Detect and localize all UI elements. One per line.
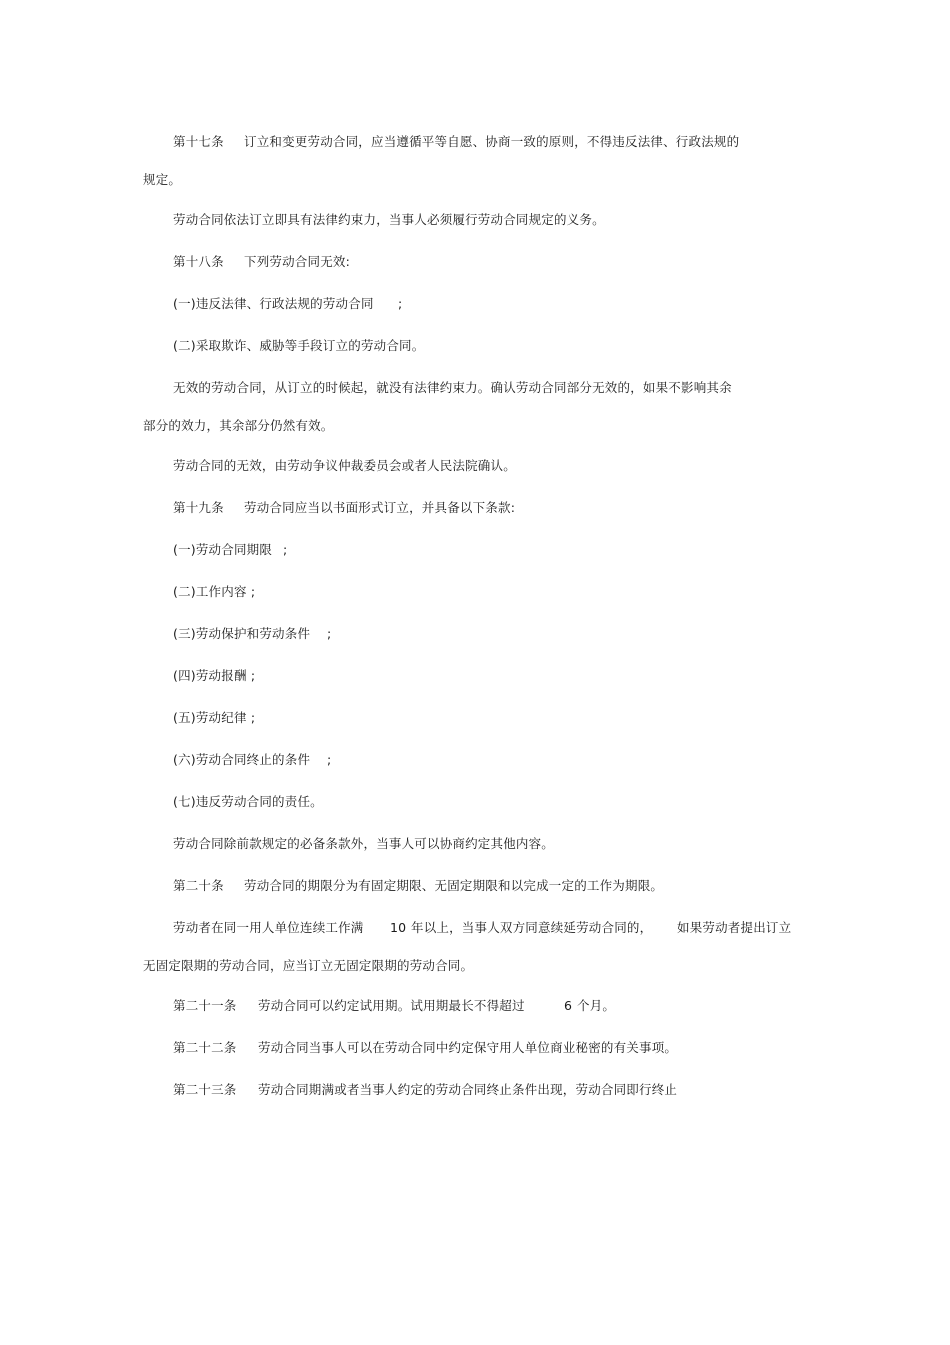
article-23-label: 第二十三条 <box>173 1082 237 1097</box>
article-18-label: 第十八条 <box>173 254 224 269</box>
invalid-contract-line-2: 部分的效力，其余部分仍然有效。 <box>143 418 334 433</box>
article-19-item-3-text: (三)劳动保护和劳动条件 <box>173 626 311 641</box>
other-content-paragraph: 劳动合同除前款规定的必备条款外，当事人可以协商约定其他内容。 <box>173 836 555 851</box>
article-21-number: 6 <box>564 998 573 1013</box>
article-18-item-1-text: (一)违反法律、行政法规的劳动合同 <box>173 296 374 311</box>
article-17-text: 订立和变更劳动合同，应当遵循平等自愿、协商一致的原则，不得违反法律、行政法规的 <box>244 134 740 149</box>
article-19-item-1-text: (一)劳动合同期限 <box>173 542 273 557</box>
ten-years-number: 10 <box>390 920 407 935</box>
article-17-label: 第十七条 <box>173 134 224 149</box>
article-18-item-2: (二)采取欺诈、威胁等手段订立的劳动合同。 <box>173 338 425 353</box>
invalidity-confirmation-paragraph: 劳动合同的无效，由劳动争议仲裁委员会或者人民法院确认。 <box>173 458 516 473</box>
article-23-text: 劳动合同期满或者当事人约定的劳动合同终止条件出现，劳动合同即行终止 <box>258 1082 678 1097</box>
article-21-label: 第二十一条 <box>173 998 237 1013</box>
article-19-item-2: (二)工作内容 ; <box>173 584 256 599</box>
article-17-continuation: 规定。 <box>143 172 182 187</box>
invalid-contract-line-1: 无效的劳动合同，从订立的时候起，就没有法律约束力。确认劳动合同部分无效的，如果不影响其余 <box>173 380 732 395</box>
article-20-label: 第二十条 <box>173 878 224 893</box>
article-18-item-1-punct: ; <box>398 296 403 311</box>
article-21-unit: 个月。 <box>577 998 616 1013</box>
article-22-label: 第二十二条 <box>173 1040 237 1055</box>
article-21-text: 劳动合同可以约定试用期。试用期最长不得超过 <box>258 998 525 1013</box>
article-18-text: 下列劳动合同无效: <box>244 254 351 269</box>
ten-years-part-3: 如果劳动者提出订立 <box>677 920 792 935</box>
article-19-item-5: (五)劳动纪律 ; <box>173 710 256 725</box>
ten-years-part-2: 年以上，当事人双方同意续延劳动合同的， <box>411 920 653 935</box>
ten-years-line-2: 无固定限期的劳动合同，应当订立无固定限期的劳动合同。 <box>143 958 474 973</box>
article-19-label: 第十九条 <box>173 500 224 515</box>
binding-force-paragraph: 劳动合同依法订立即具有法律约束力，当事人必须履行劳动合同规定的义务。 <box>173 212 605 227</box>
ten-years-part-1: 劳动者在同一用人单位连续工作满 <box>173 920 364 935</box>
article-20-text: 劳动合同的期限分为有固定期限、无固定期限和以完成一定的工作为期限。 <box>244 878 664 893</box>
article-19-text: 劳动合同应当以书面形式订立，并具备以下条款: <box>244 500 516 515</box>
article-19-item-1-punct: ; <box>283 542 288 557</box>
article-19-item-7: (七)违反劳动合同的责任。 <box>173 794 323 809</box>
article-19-item-6-punct: ; <box>327 752 332 767</box>
article-22-text: 劳动合同当事人可以在劳动合同中约定保守用人单位商业秘密的有关事项。 <box>258 1040 678 1055</box>
article-19-item-4: (四)劳动报酬 ; <box>173 668 256 683</box>
article-19-item-3-punct: ; <box>327 626 332 641</box>
article-19-item-6-text: (六)劳动合同终止的条件 <box>173 752 311 767</box>
